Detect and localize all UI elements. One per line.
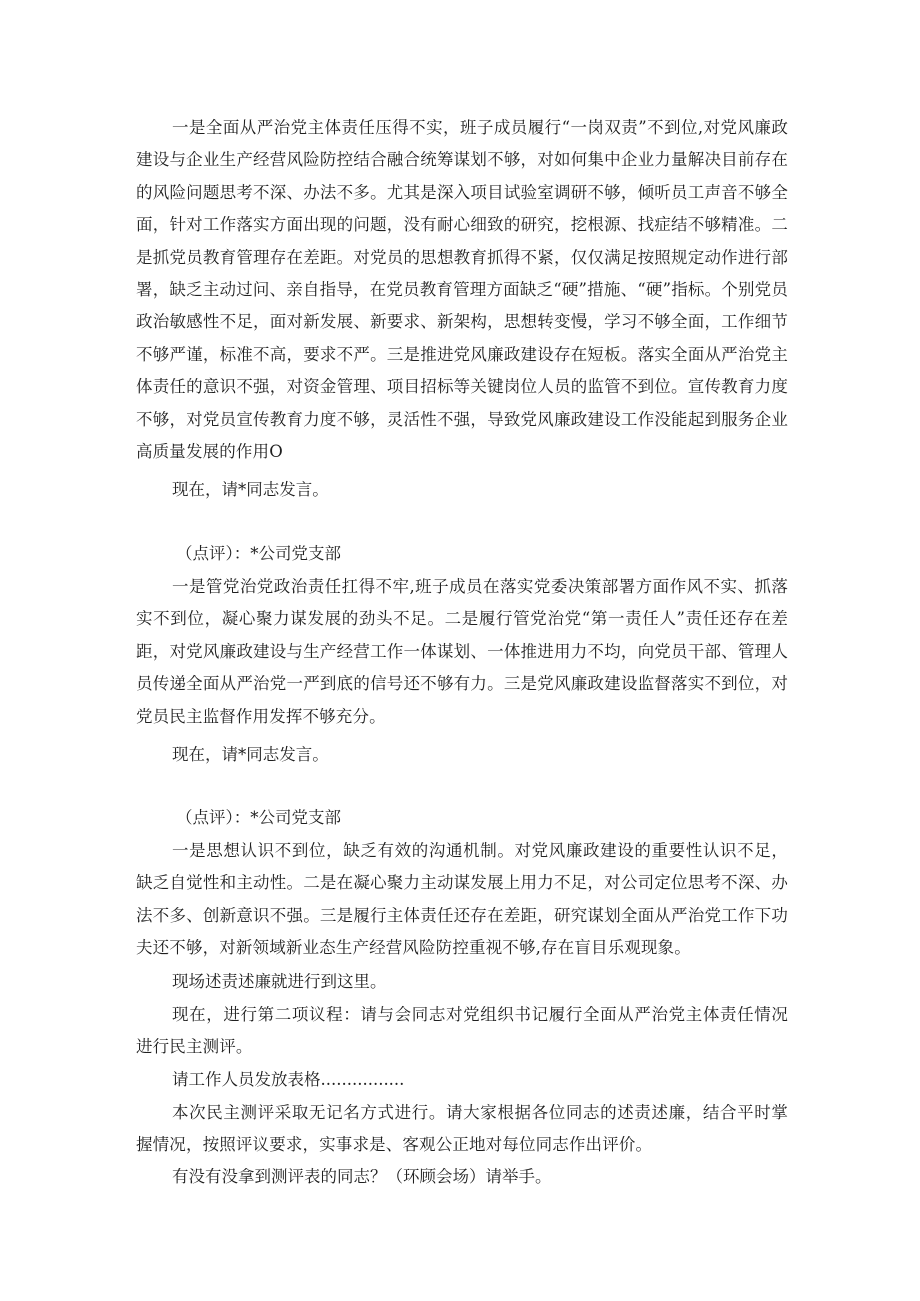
- comment-paragraph-1: 一是管党治党政治责任扛得不牢,班子成员在落实党委决策部署方面作风不实、抓落实不到位，凝心聚力谋发展的劲头不足。二是履行管党治党“第一责任人”责任还存在差距，对党风廉政建设与生产经营工作一体谋划、一体推进用力不均，向党员干部、管理人员传递全面从严治党一严到底的信号还不够有力。三是党风廉政建设监督落实不到位，对党员民主监督作用发挥不够充分。: [136, 577, 788, 726]
- closing-agenda-paragraph: 现在，进行第二项议程：请与会同志对党组织书记履行全面从严治党主体责任情况进行民主测评。: [136, 1005, 788, 1057]
- comment-paragraph-2: 一是思想认识不到位，缺乏有效的沟通机制。对党风廉政建设的重要性认识不足，缺乏自觉性和主动性。二是在凝心聚力主动谋发展上用力不足，对公司定位思考不深、办法不多、创新意识不强。三是履行主体责任还存在差距，研究谋划全面从严治党工作下功夫还不够，对新领域新业态生产经营风险防控重视不够,存在盲目乐观现象。: [136, 841, 788, 958]
- speaker-invitation-1: 现在，请*同志发言。: [172, 480, 329, 499]
- closing-voting-instructions: 本次民主测评采取无记名方式进行。请大家根据各位同志的述责述廉，结合平时掌握情况，按照评议要求，实事求是、客观公正地对每位同志作出评价。: [136, 1103, 788, 1155]
- speaker-invitation-2: 现在，请*同志发言。: [172, 745, 329, 764]
- closing-raise-hand: 有没有没拿到测评表的同志？（环顾会场）请举手。: [172, 1167, 552, 1186]
- closing-distribute-forms: 请工作人员发放表格................: [172, 1070, 405, 1089]
- report-paragraph-1: 一是全面从严治党主体责任压得不实，班子成员履行“一岗双责”不到位,对党风廉政建设与企业生产经营风险防控结合融合统筹谋划不够，对如何集中企业力量解决目前存在的风险问题思考不深、办法不多。尤其是深入项目试验室调研不够，倾听员工声音不够全面，针对工作落实方面出现的问题，没有耐心细致的研究，挖根源、找症结不够精准。二是抓党员教育管理存在差距。对党员的思想教育抓得不紧，仅仅满足按照规定动作进行部署，缺乏主动过问、亲自指导，在党员教育管理方面缺乏“硬”措施、“硬”指标。个别党员政治敏感性不足，面对新发展、新要求、新架构，思想转变慢，学习不够全面，工作细节不够严谨，标准不高，要求不严。三是推进党风廉政建设存在短板。落实全面从严治党主体责任的意识不强，对资金管理、项目招标等关键岗位人员的监管不到位。宣传教育力度不够，对党员宣传教育力度不够，灵活性不强，导致党风廉政建设工作没能起到服务企业高质量发展的作用O: [136, 118, 788, 462]
- closing-line-1: 现场述责述廉就进行到这里。: [172, 972, 387, 991]
- comment-heading-2: （点评）：*公司党支部: [176, 808, 341, 827]
- comment-heading-1: （点评）：*公司党支部: [176, 544, 341, 563]
